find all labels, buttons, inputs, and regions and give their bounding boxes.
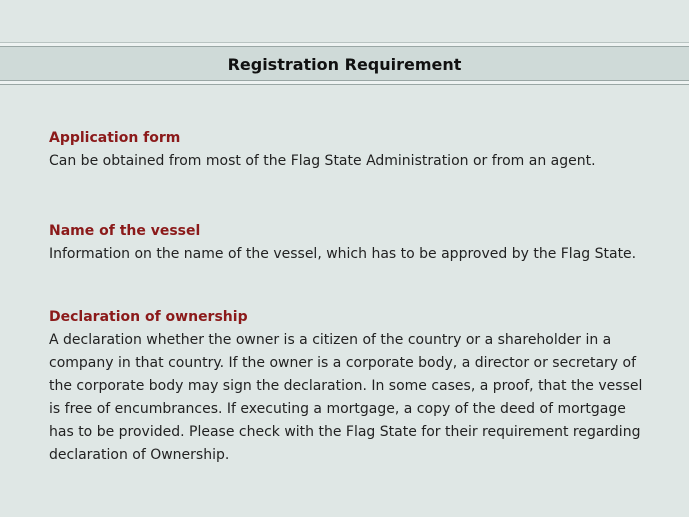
page-header [0,46,689,81]
section-application-form [49,128,649,173]
section-name-of-vessel [49,221,649,266]
section-body: A declaration whether the owner is a citizen of the country or a shareholder in a company in that country. If the owner is a corporate body, a director or secretary of the corporate body may sign the declaration. In some cases, a proof, that the vessel is free of encumbrances. If executing a mortgage, a copy of the deed of mortgage has to be provided. Please check with the Flag State for their requirement regarding declaration of Ownership. [49,332,643,463]
section-heading: Declaration of ownership [49,309,248,325]
section-body: Information on the name of the vessel, which has to be approved by the Flag State. [49,246,637,262]
section-heading: Application form [49,130,181,146]
section-declaration-of-ownership [49,307,649,467]
section-heading: Name of the vessel [49,223,201,239]
section-body: Can be obtained from most of the Flag State Administration or from an agent. [49,153,596,169]
page-title: Registration Requirement [227,55,462,74]
